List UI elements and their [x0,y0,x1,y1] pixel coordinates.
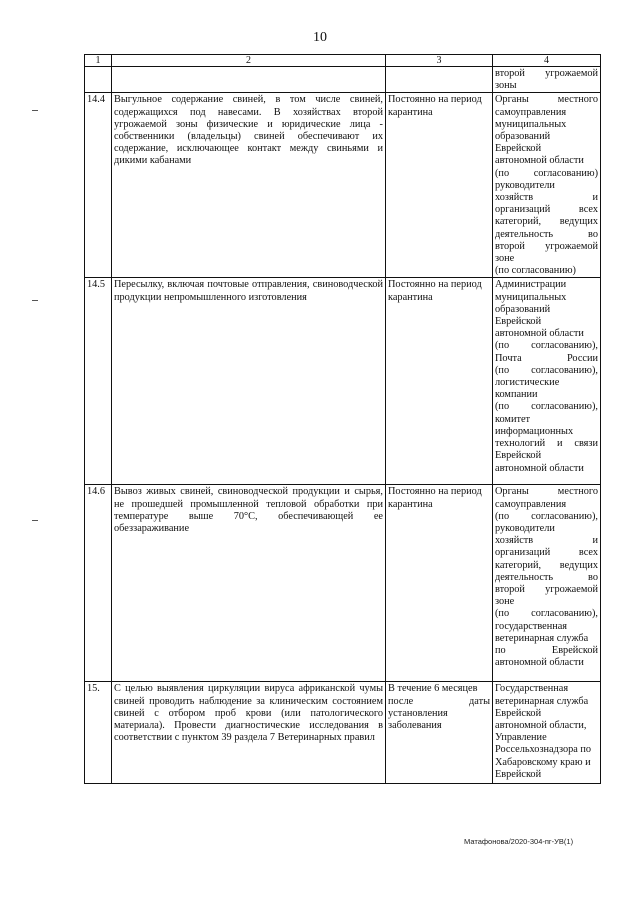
table-row [85,93,601,278]
responsible-line: (по согласованию), [495,510,598,522]
term-line: карантина [388,498,433,510]
term-line: после даты [388,695,490,707]
responsible-line: комитет [495,413,531,425]
responsible-line: автономной области [495,462,584,474]
responsible-line: категорий, ведущих [495,216,598,228]
responsible-line: Россельхознадзора по [495,744,592,756]
responsible-line: хозяйств и [495,192,598,204]
responsible-line: Администрации [495,279,567,291]
term-text [386,682,493,784]
table-row [85,682,601,784]
responsible-line: муниципальных [495,291,567,303]
row-number: 14.6 [85,485,112,682]
responsible-text [493,485,601,682]
responsible-line: Управление [495,732,547,744]
responsible-line: автономной области [495,155,584,167]
responsible-text [493,93,601,278]
margin-mark [32,300,38,301]
responsible-line: самоуправления [495,106,567,118]
responsible-text [493,278,601,485]
row-number [85,67,112,93]
responsible-line: организаций всех [495,204,598,216]
responsible-line: муниципальных [495,118,567,130]
column-header: 3 [386,55,493,67]
responsible-line: зоне [495,253,515,265]
term-text [386,67,493,93]
responsible-line: второй угрожаемой [495,68,598,79]
responsible-line: Хабаровскому краю и [495,756,591,768]
responsible-line: (по согласованию), [495,364,598,376]
responsible-line: автономной области [495,328,584,340]
responsible-line: Органы местного [495,486,598,498]
responsible-line: (по согласованию), [495,608,598,620]
responsible-line: Государственная [495,683,569,695]
responsible-text [493,682,601,784]
term-line: В течение 6 месяцев [388,683,478,695]
responsible-line: самоуправления [495,498,567,510]
responsible-line: технологий и связи [495,438,598,450]
responsible-line: информационных [495,425,574,437]
column-header-row [85,55,601,67]
responsible-line: Еврейской [495,316,542,328]
row-number: 14.5 [85,278,112,485]
responsible-line: руководители [495,523,555,535]
term-text [386,93,493,278]
responsible-line: (по согласованию) [495,265,576,277]
row-number: 15. [85,682,112,784]
term-line: Постоянно на период [388,486,482,498]
responsible-line: зоне [495,596,515,608]
term-line: Постоянно на период [388,279,482,291]
responsible-line: Еврейской [495,768,542,780]
responsible-line: логистические [495,377,560,389]
table-row [85,485,601,682]
responsible-line: хозяйств и [495,535,598,547]
margin-mark [32,110,38,111]
responsible-line: Органы местного [495,94,598,106]
responsible-line: (по согласованию) [495,167,598,179]
responsible-line: Почта России [495,352,598,364]
measure-text: Выгульное содержание свиней, в том числе свиней, содержащихся под навесами. В хозяйствах второй угрожаемой зоны физические и юридические лица - собственники (владельцы) свиней обеспечивают их содержание, исключающее контакт между свиньями и дикими кабанами [112,93,386,278]
responsible-line: второй угрожаемой [495,584,598,596]
responsible-line: зоны [495,80,517,92]
responsible-line: по Еврейской [495,645,598,657]
term-line: карантина [388,106,433,118]
responsible-line: (по согласованию), [495,340,598,352]
column-header: 1 [85,55,112,67]
row-number: 14.4 [85,93,112,278]
term-text [386,278,493,485]
term-text [386,485,493,682]
responsible-text [493,67,601,93]
measure-text [112,67,386,93]
responsible-line: компании [495,389,538,401]
responsible-line: государственная [495,620,568,632]
measure-text: С целью выявления циркуляции вируса африканской чумы свиней проводить наблюдение за клиническим состоянием свиней с отбором проб крови (или патологического материала). Провести диагностические исследования в соответствии с пунктом 39 раздела 7 Ветеринарных правил [112,682,386,784]
responsible-line: Еврейской [495,450,542,462]
responsible-line: (по согласованию), [495,401,598,413]
responsible-line: автономной области [495,657,584,669]
term-line: заболевания [388,720,442,732]
measure-text: Пересылку, включая почтовые отправления, свиноводческой продукции непромышленного изготовления [112,278,386,485]
measure-text: Вывоз живых свиней, свиноводческой продукции и сырья, не прошедшей промышленной тепловой обработки при температуре выше 70°С, обеспечивающей ее обеззараживание [112,485,386,682]
document-footer-code: Матафонова/2020-304-пг-УВ(1) [464,837,574,846]
responsible-line: категорий, ведущих [495,559,598,571]
responsible-line: руководители [495,179,555,191]
responsible-line: Еврейской [495,707,542,719]
responsible-line: образований [495,131,551,143]
responsible-line: ветеринарная служба [495,695,589,707]
responsible-line: автономной области, [495,720,587,732]
responsible-line: деятельность во [495,571,598,583]
responsible-line: образований [495,303,551,315]
margin-mark [32,520,38,521]
column-header: 2 [112,55,386,67]
column-header: 4 [493,55,601,67]
responsible-line: ветеринарная служба [495,632,589,644]
term-line: установления [388,707,448,719]
table-row [85,278,601,485]
table-row [85,67,601,93]
term-line: карантина [388,291,433,303]
responsible-line: организаций всех [495,547,598,559]
responsible-line: второй угрожаемой [495,240,598,252]
responsible-line: деятельность во [495,228,598,240]
responsible-line: Еврейской [495,143,542,155]
page-number: 10 [313,30,327,45]
term-line: Постоянно на период [388,94,482,106]
measures-table [84,54,601,784]
